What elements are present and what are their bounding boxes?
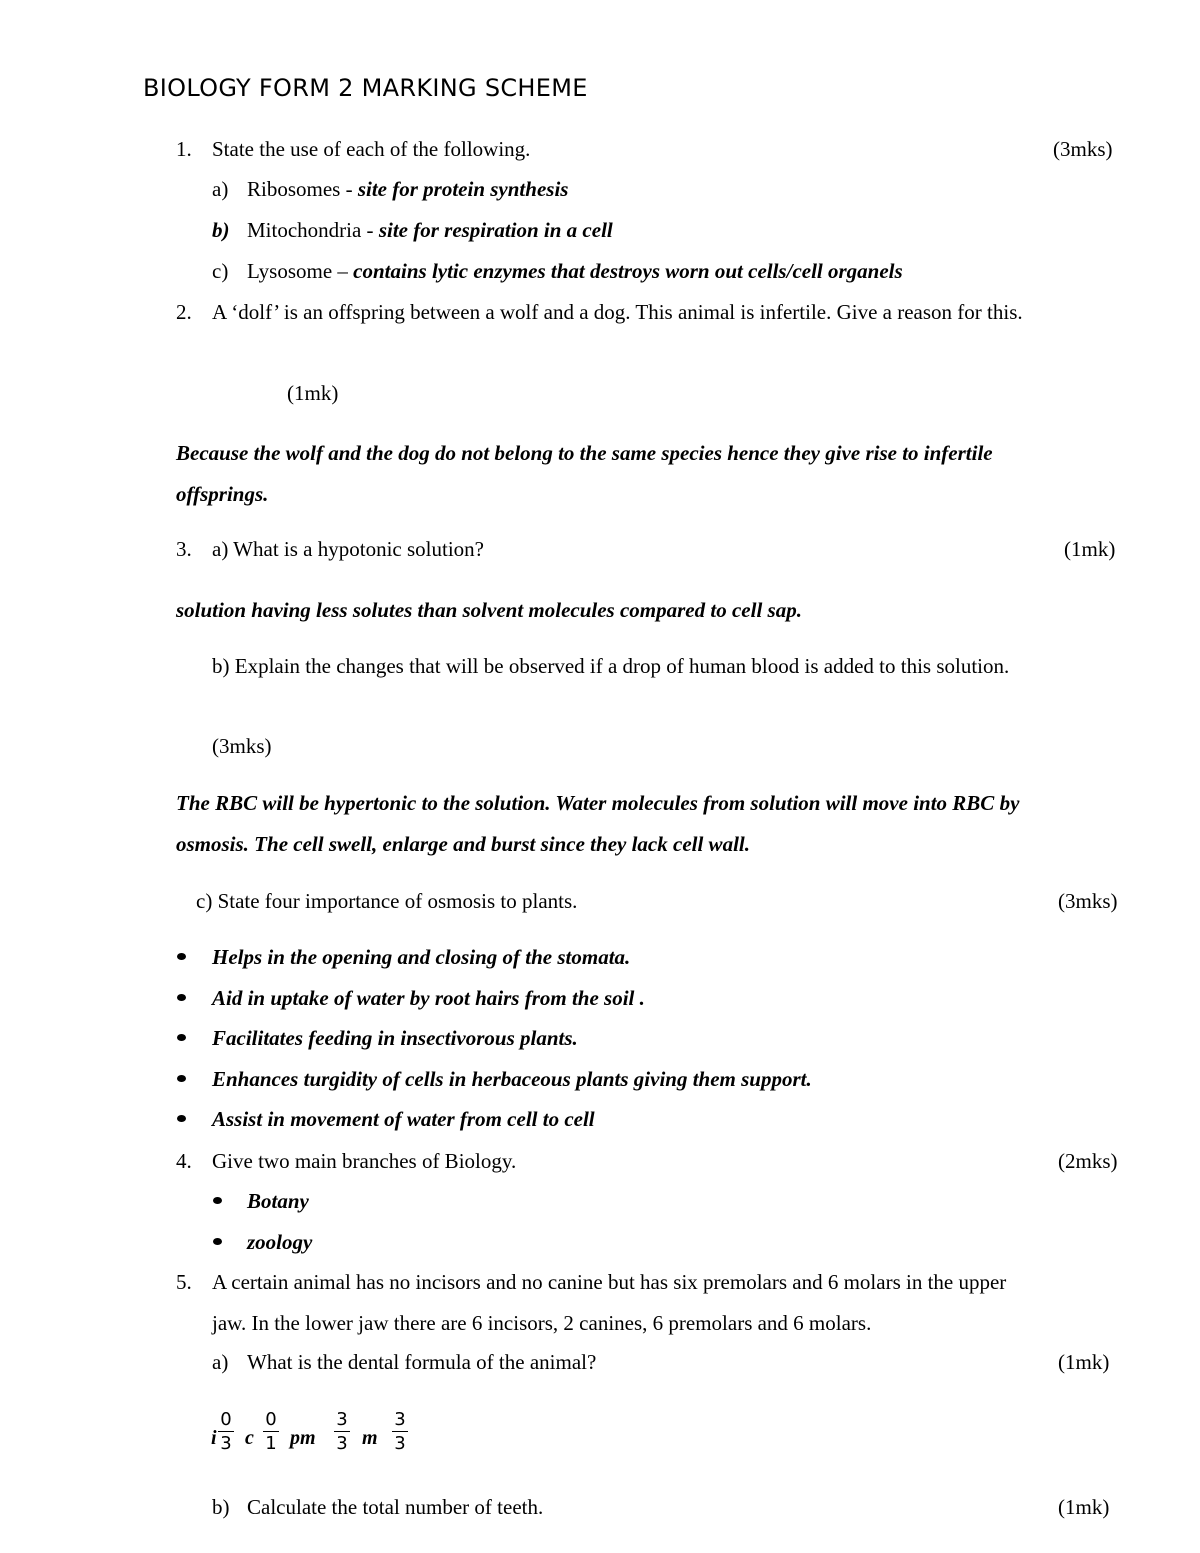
q3c-answer-2: Aid in uptake of water by root hairs from the soil .: [212, 986, 645, 1010]
fraction-bar: [392, 1431, 408, 1432]
formula-i-top: 0: [220, 1409, 232, 1430]
fraction-bar: [263, 1431, 279, 1432]
q4-question: Give two main branches of Biology.: [212, 1149, 517, 1173]
q5a-marks: (1mk): [1058, 1350, 1110, 1374]
q5-question-line1: A certain animal has no incisors and no canine but has six premolars and 6 molars in the upper: [212, 1270, 1007, 1294]
formula-m-top: 3: [394, 1409, 406, 1430]
formula-pm-bottom: 3: [336, 1433, 348, 1454]
q3-number: 3.: [176, 537, 192, 561]
q4-answer-1: Botany: [247, 1189, 309, 1213]
bullet-icon: [177, 1115, 186, 1122]
formula-pm-fraction: [334, 1411, 350, 1453]
formula-c-fraction: [263, 1411, 279, 1453]
q1-number: 1.: [176, 137, 192, 161]
formula-i-bottom: 3: [220, 1433, 232, 1454]
formula-pm-label: pm: [290, 1427, 316, 1449]
q3c-answer-1: Helps in the opening and closing of the stomata.: [212, 945, 631, 969]
q1a-answer: site for protein synthesis: [357, 177, 569, 201]
q3c-answer-4: Enhances turgidity of cells in herbaceous plants giving them support.: [212, 1067, 812, 1091]
q1a-letter: a): [212, 177, 229, 201]
q1a-item: [247, 179, 568, 200]
q5-number: 5.: [176, 1270, 192, 1294]
q1a-term: Ribosomes -: [247, 177, 358, 201]
formula-c-label: c: [245, 1427, 254, 1449]
formula-pm-top: 3: [336, 1409, 348, 1430]
q2-answer-line1: Because the wolf and the dog do not belong to the same species hence they give rise to infertile: [176, 441, 993, 465]
q3b-answer-line1: The RBC will be hypertonic to the solution. Water molecules from solution will move into RBC by: [176, 791, 1020, 815]
q1b-term: Mitochondria -: [247, 218, 379, 242]
q3c-question: c) State four importance of osmosis to plants.: [196, 889, 578, 913]
formula-m-fraction: [392, 1411, 408, 1453]
q2-question: A ‘dolf’ is an offspring between a wolf and a dog. This animal is infertile. Give a reason for this.: [212, 300, 1023, 324]
formula-i-label: i: [211, 1427, 217, 1449]
bullet-icon: [177, 1075, 186, 1082]
q3c-answer-5: Assist in movement of water from cell to cell: [212, 1107, 595, 1131]
q1b-item: [247, 220, 613, 241]
bullet-icon: [177, 1034, 186, 1041]
fraction-bar: [334, 1431, 350, 1432]
formula-m-bottom: 3: [394, 1433, 406, 1454]
q1-question: State the use of each of the following.: [212, 137, 531, 161]
formula-m-label: m: [362, 1427, 378, 1449]
q5-question-line2: jaw. In the lower jaw there are 6 incisors, 2 canines, 6 premolars and 6 molars.: [212, 1311, 872, 1335]
q3c-marks: (3mks): [1058, 889, 1118, 913]
q1c-term: Lysosome –: [247, 259, 354, 283]
page-title: BIOLOGY FORM 2 MARKING SCHEME: [143, 74, 588, 102]
bullet-icon: [177, 994, 186, 1001]
q3c-answer-3: Facilitates feeding in insectivorous plants.: [212, 1026, 578, 1050]
q5b-letter: b): [212, 1495, 230, 1519]
formula-c-top: 0: [265, 1409, 277, 1430]
bullet-icon: [213, 1197, 222, 1204]
q4-number: 4.: [176, 1149, 192, 1173]
q1c-answer: contains lytic enzymes that destroys worn out cells/cell organels: [353, 259, 903, 283]
q3a-answer: solution having less solutes than solvent molecules compared to cell sap.: [176, 598, 802, 622]
q4-marks: (2mks): [1058, 1149, 1118, 1173]
fraction-bar: [218, 1431, 234, 1432]
q1-marks: (3mks): [1053, 137, 1113, 161]
q1b-letter: b): [212, 218, 230, 242]
q3a-marks: (1mk): [1064, 537, 1116, 561]
q2-marks: (1mk): [287, 381, 339, 405]
q5a-letter: a): [212, 1350, 229, 1374]
q5a-question: What is the dental formula of the animal?: [247, 1350, 597, 1374]
q3a-question: a) What is a hypotonic solution?: [212, 537, 484, 561]
formula-c-bottom: 1: [265, 1433, 277, 1454]
q1c-letter: c): [212, 259, 229, 283]
bullet-icon: [177, 953, 186, 960]
q1b-answer: site for respiration in a cell: [378, 218, 613, 242]
q3b-marks: (3mks): [212, 734, 272, 758]
bullet-icon: [213, 1238, 222, 1245]
q5b-marks: (1mk): [1058, 1495, 1110, 1519]
q1c-item: [247, 261, 903, 282]
q2-answer-line2: offsprings.: [176, 482, 269, 506]
q5b-question: Calculate the total number of teeth.: [247, 1495, 544, 1519]
q3b-question: b) Explain the changes that will be observed if a drop of human blood is added to this solution.: [212, 654, 1010, 678]
q4-answer-2: zoology: [247, 1230, 313, 1254]
q3b-answer-line2: osmosis. The cell swell, enlarge and burst since they lack cell wall.: [176, 832, 750, 856]
q2-number: 2.: [176, 300, 192, 324]
formula-i-fraction: [218, 1411, 234, 1453]
